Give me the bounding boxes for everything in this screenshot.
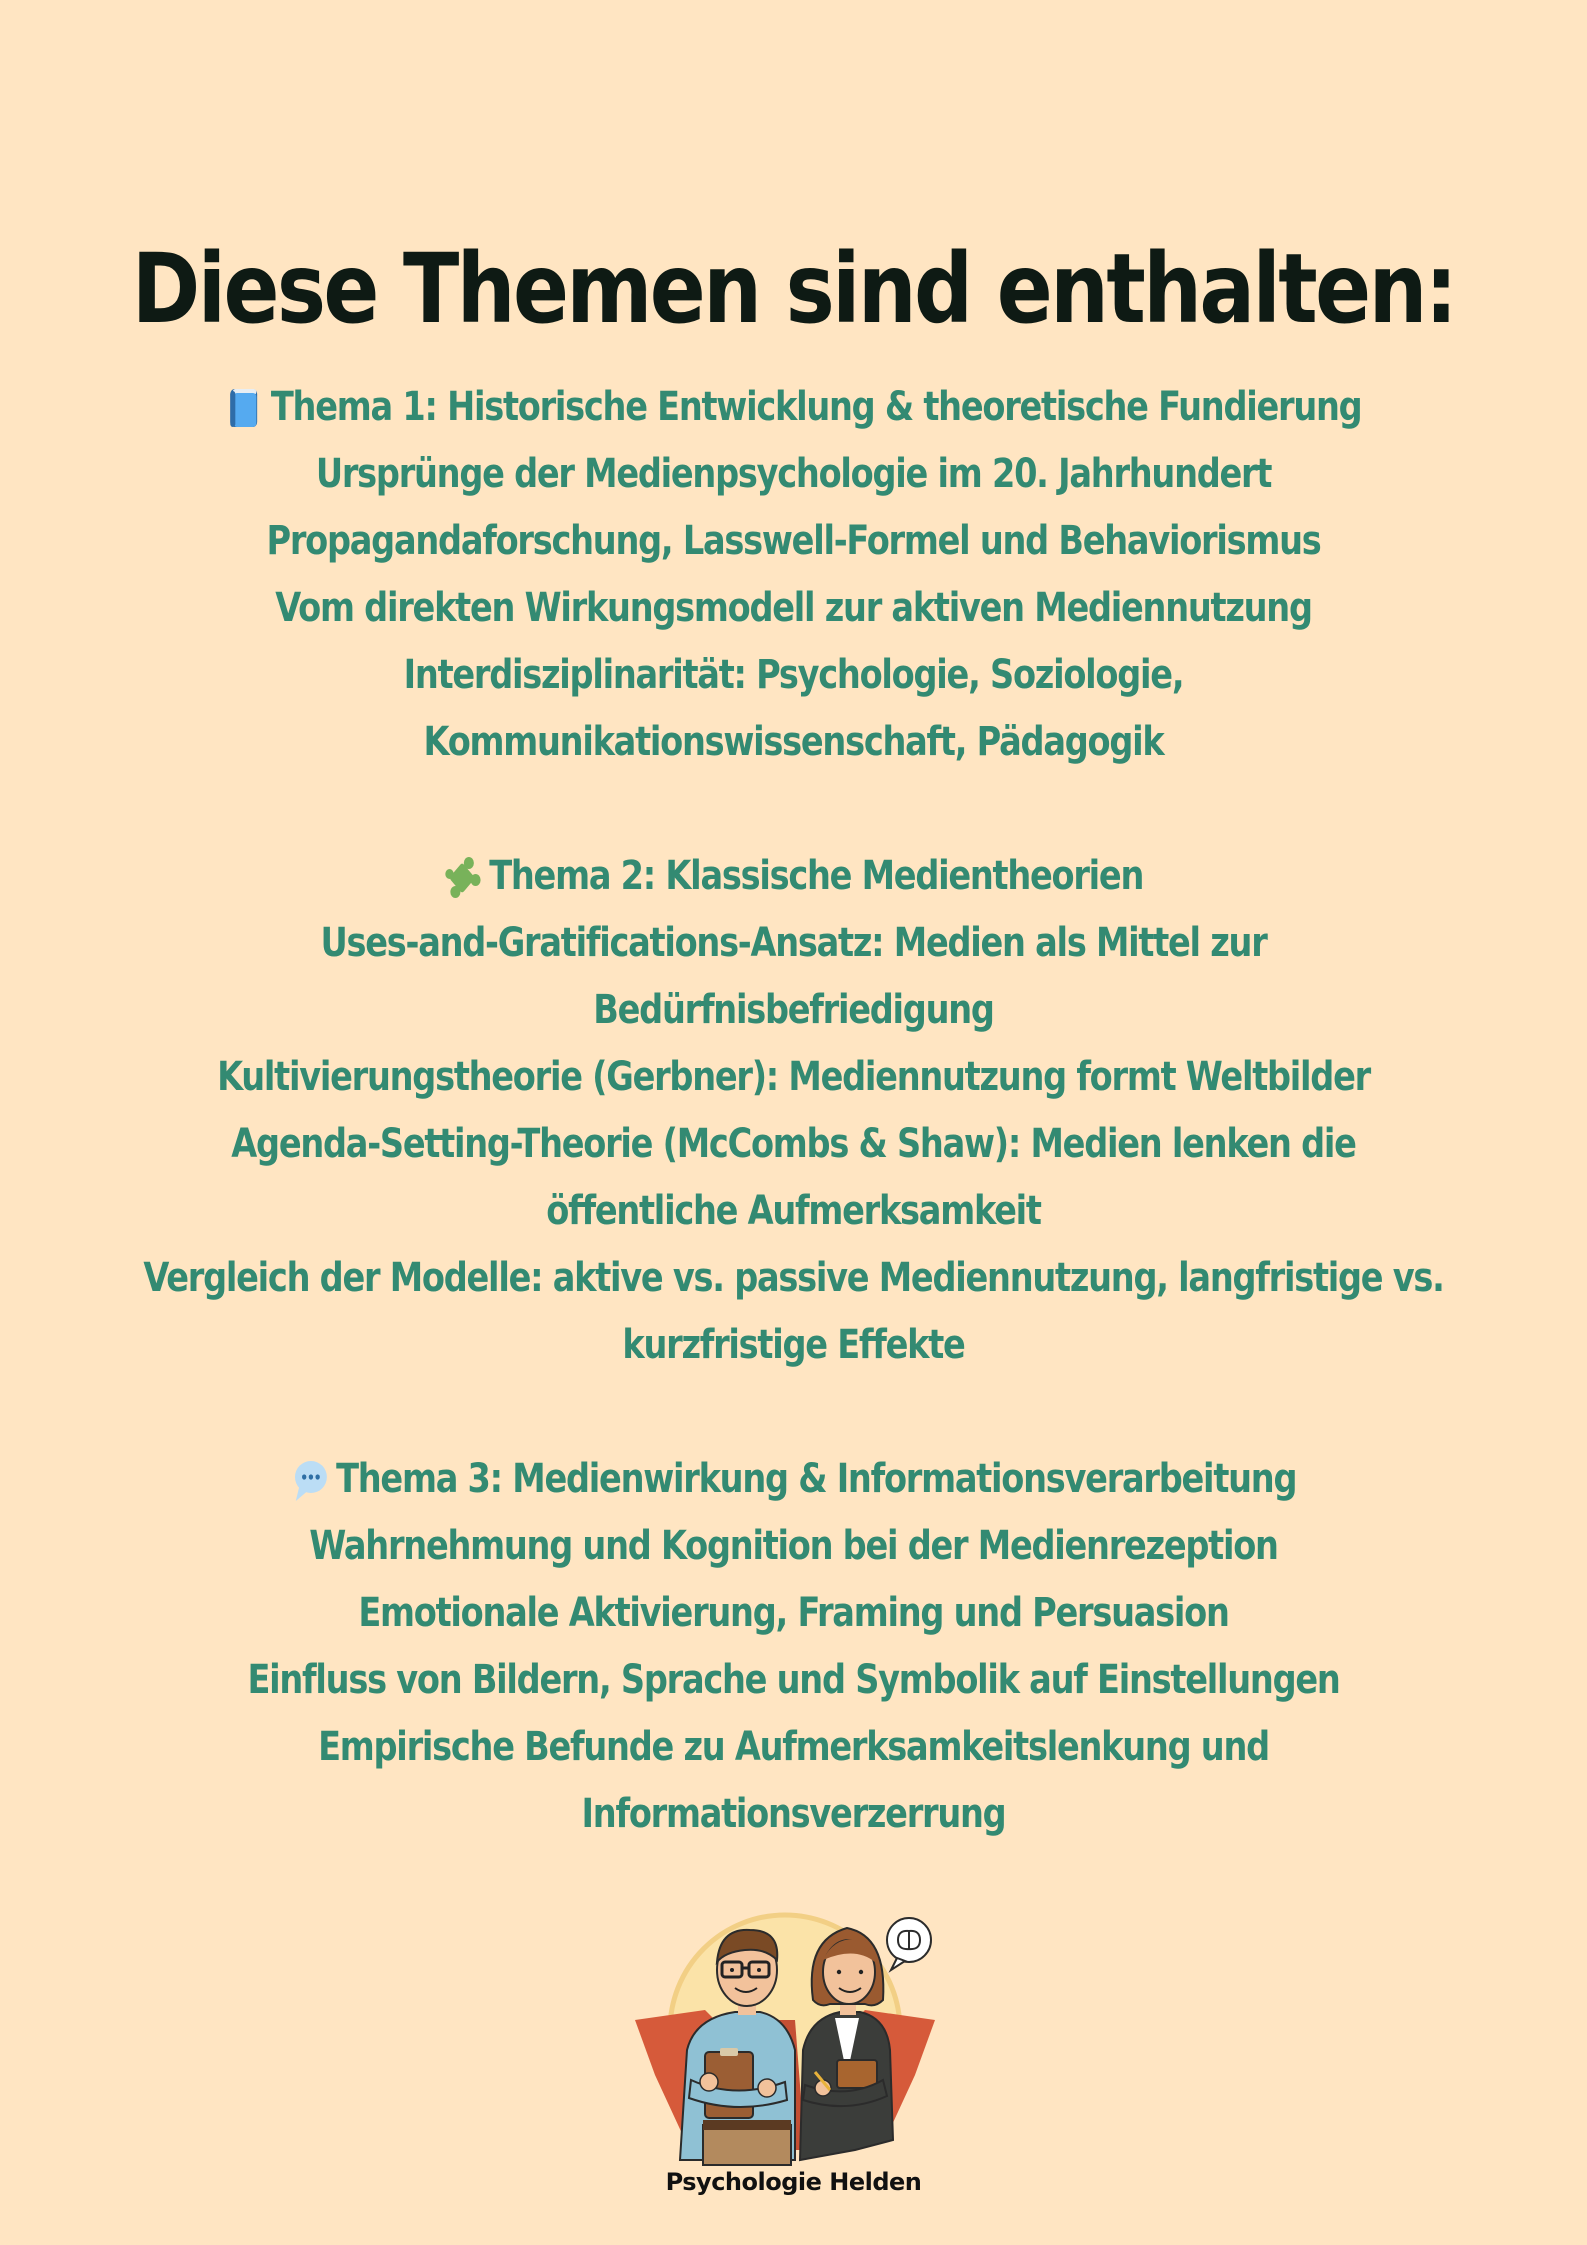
topic-heading-text: Thema 3: Medienwirkung & Informationsverarbeitung <box>336 1456 1297 1502</box>
brand-name: Psychologie Helden <box>665 2168 922 2196</box>
puzzle-piece-icon <box>444 854 483 900</box>
topic-line: Wahrnehmung und Kognition bei der Medienrezeption <box>309 1523 1278 1569</box>
topic-line: Agenda-Setting-Theorie (McCombs & Shaw): Medien lenken die <box>231 1121 1356 1167</box>
speech-bubble-icon <box>291 1457 330 1503</box>
topic-line: Vom direkten Wirkungsmodell zur aktiven Mediennutzung <box>275 585 1312 631</box>
topic-section-2 <box>0 843 1587 1379</box>
topic-section-1 <box>0 374 1587 776</box>
topic-line: Kommunikationswissenschaft, Pädagogik <box>423 719 1164 765</box>
topic-line: Vergleich der Modelle: aktive vs. passive Mediennutzung, langfristige vs. <box>143 1255 1444 1301</box>
psychologists-illustration <box>625 1900 945 2170</box>
topic-line: kurzfristige Effekte <box>622 1322 965 1368</box>
topic-line: Propagandaforschung, Lasswell-Formel und Behaviorismus <box>266 518 1321 564</box>
topic-line: Emotionale Aktivierung, Framing und Persuasion <box>358 1590 1229 1636</box>
blue-book-icon <box>226 385 265 431</box>
topic-line: Empirische Befunde zu Aufmerksamkeitslenkung und <box>318 1724 1269 1770</box>
topics-list <box>0 374 1587 1848</box>
topic-line: öffentliche Aufmerksamkeit <box>546 1188 1041 1234</box>
topic-heading-text: Thema 2: Klassische Medientheorien <box>489 853 1144 899</box>
topic-heading-3 <box>127 1446 1460 1513</box>
topic-line: Interdisziplinarität: Psychologie, Soziologie, <box>403 652 1184 698</box>
topic-heading-text: Thema 1: Historische Entwicklung & theoretische Fundierung <box>270 384 1362 430</box>
topic-line: Uses-and-Gratifications-Ansatz: Medien als Mittel zur <box>320 920 1267 966</box>
topic-heading-2 <box>127 843 1460 910</box>
topic-line: Ursprünge der Medienpsychologie im 20. Jahrhundert <box>315 451 1272 497</box>
topic-line: Bedürfnisbefriedigung <box>593 987 994 1033</box>
topic-line: Informationsverzerrung <box>581 1791 1006 1837</box>
topic-line: Kultivierungstheorie (Gerbner): Mediennutzung formt Weltbilder <box>217 1054 1370 1100</box>
page-title: Diese Themen sind enthalten: <box>131 233 1456 346</box>
psychologie-helden-logo <box>625 1900 945 2170</box>
topic-section-3 <box>0 1446 1587 1848</box>
topic-heading-1 <box>127 374 1460 441</box>
topic-line: Einfluss von Bildern, Sprache und Symbolik auf Einstellungen <box>247 1657 1340 1703</box>
